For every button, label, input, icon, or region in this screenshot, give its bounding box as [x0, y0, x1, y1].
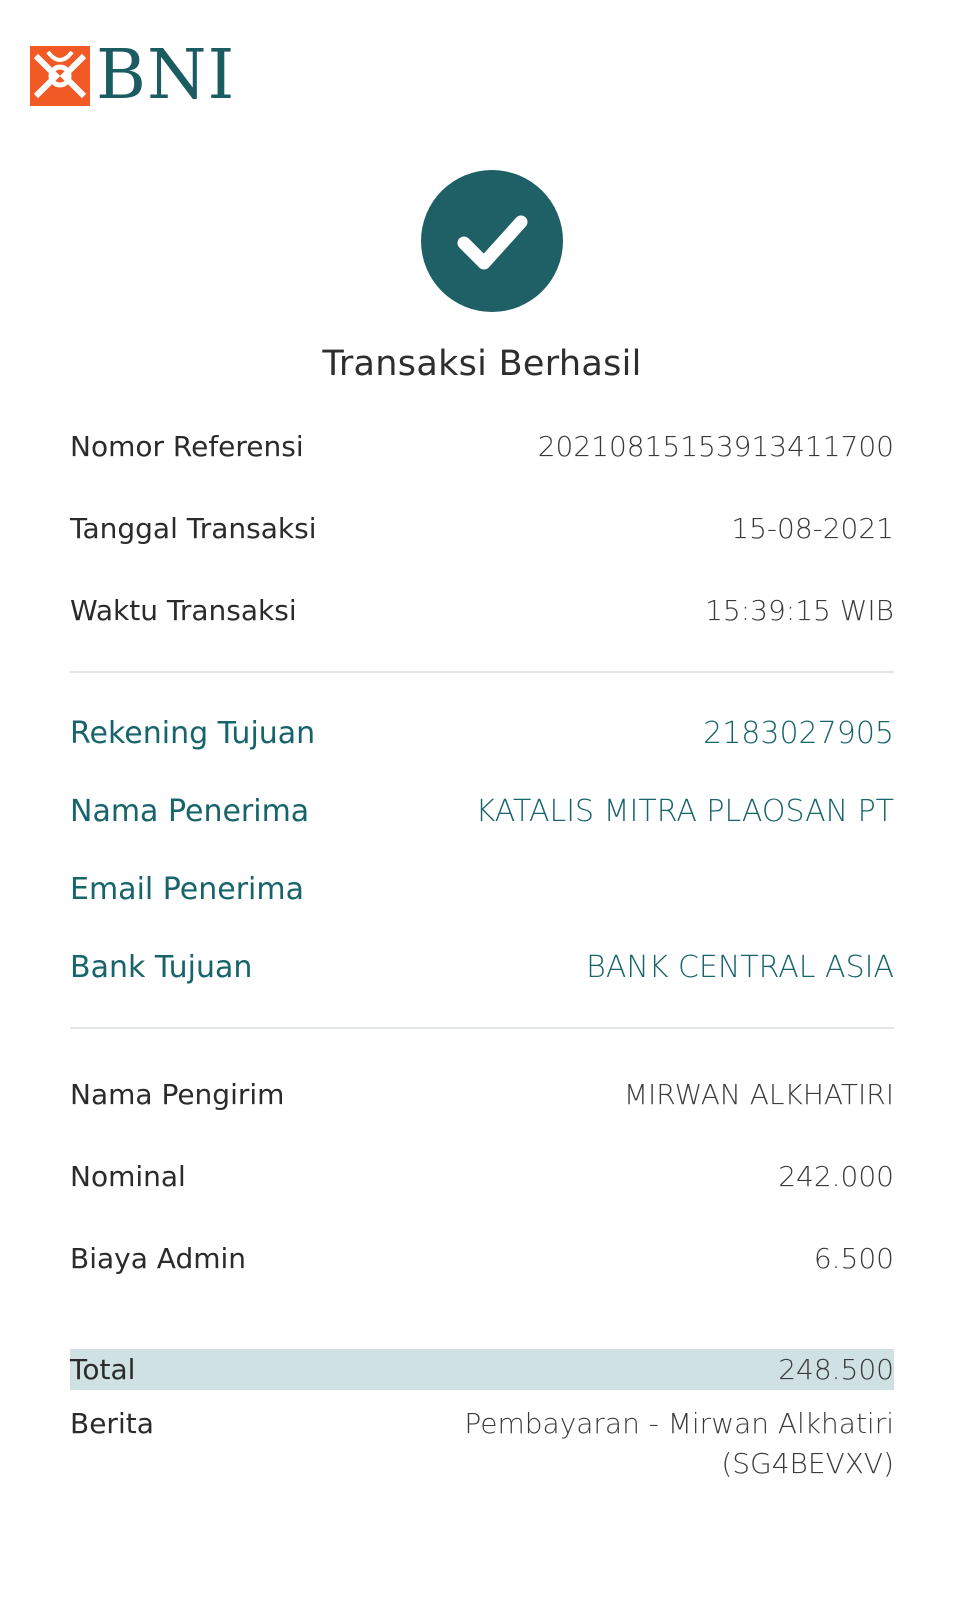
success-check-icon	[421, 170, 563, 312]
sender-label: Nama Pengirim	[70, 1078, 285, 1111]
total-value: 248.500	[778, 1353, 894, 1386]
date-label: Tanggal Transaksi	[70, 512, 317, 545]
destination-account-row	[70, 716, 894, 751]
sender-value: MIRWAN ALKHATIRI	[623, 1078, 894, 1111]
note-value	[464, 1404, 894, 1484]
note-label: Berita	[70, 1407, 154, 1440]
destination-account-value: 2183027905	[703, 716, 894, 751]
recipient-email-label: Email Penerima	[70, 872, 304, 907]
destination-bank-row	[70, 950, 894, 985]
total-row	[70, 1353, 894, 1386]
destination-bank-label: Bank Tujuan	[70, 950, 253, 985]
date-row	[70, 512, 894, 545]
admin-fee-value: 6.500	[813, 1242, 894, 1275]
bni-logo	[30, 36, 236, 115]
bni-46-logo-mark-icon	[30, 46, 90, 106]
nominal-label: Nominal	[70, 1160, 186, 1193]
status-title: Transaksi Berhasil	[322, 344, 642, 384]
total-label: Total	[70, 1353, 136, 1386]
time-row	[70, 594, 894, 627]
note-row	[70, 1404, 894, 1484]
reference-row	[70, 430, 894, 463]
admin-fee-row	[70, 1242, 894, 1275]
note-value-line2: (SG4BEVXV)	[721, 1447, 894, 1480]
recipient-name-value: KATALIS MITRA PLAOSAN PT	[475, 794, 894, 829]
admin-fee-label: Biaya Admin	[70, 1242, 247, 1275]
bni-logo-text: BNI	[96, 36, 236, 115]
recipient-name-row	[70, 794, 894, 829]
recipient-email-row	[70, 872, 894, 907]
section-divider	[70, 671, 894, 673]
section-divider	[70, 1027, 894, 1029]
time-value: 15:39:15 WIB	[705, 594, 894, 627]
destination-bank-value: BANK CENTRAL ASIA	[586, 950, 894, 985]
time-label: Waktu Transaksi	[70, 594, 297, 627]
note-value-line1: Pembayaran - Mirwan Alkhatiri	[464, 1407, 894, 1440]
reference-value: 20210815153913411700	[537, 430, 894, 463]
date-value: 15-08-2021	[731, 512, 894, 545]
nominal-value: 242.000	[778, 1160, 894, 1193]
reference-label: Nomor Referensi	[70, 430, 304, 463]
nominal-row	[70, 1160, 894, 1193]
recipient-name-label: Nama Penerima	[70, 794, 310, 829]
destination-account-label: Rekening Tujuan	[70, 716, 316, 751]
sender-row	[70, 1078, 894, 1111]
